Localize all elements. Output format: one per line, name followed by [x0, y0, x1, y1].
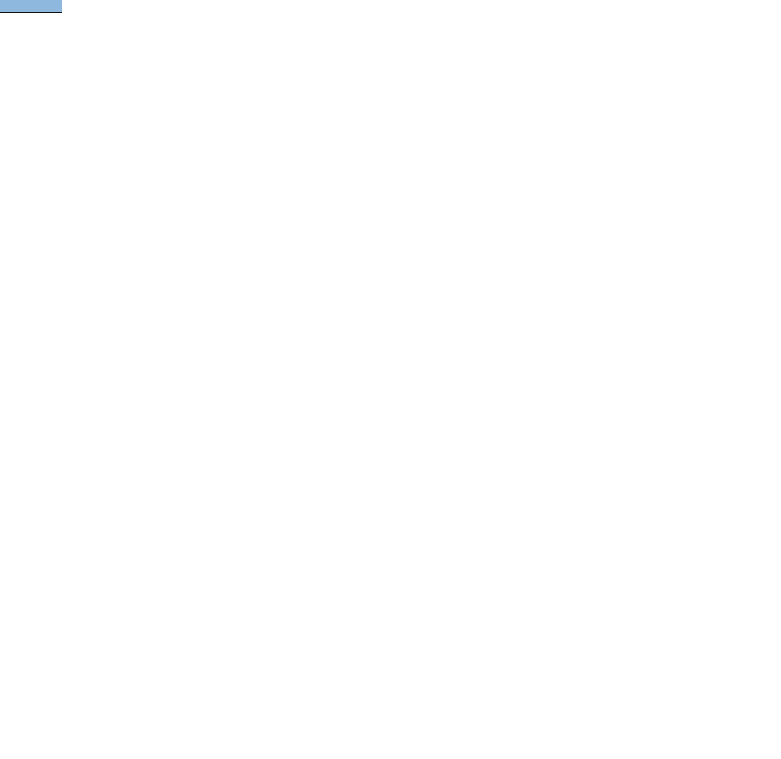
- table-header: [0, 0, 781, 13]
- header-parameters: [0, 0, 62, 13]
- lab-results-table: [0, 0, 781, 13]
